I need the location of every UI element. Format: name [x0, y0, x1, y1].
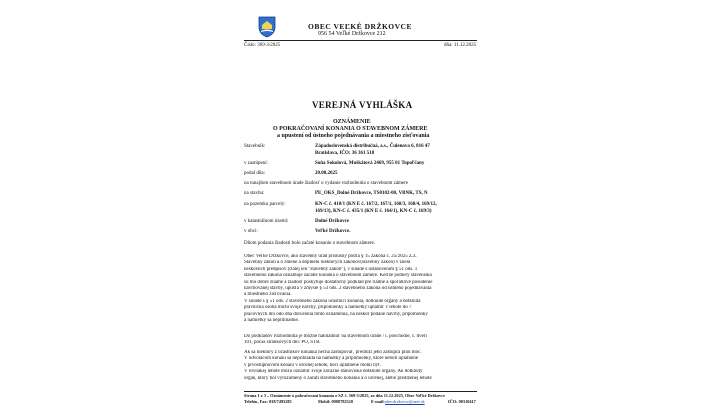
paragraph-inspection: [244, 334, 477, 347]
paragraph-line: sú mu dobre známe a žiadosť poskytuje dostatočný podklad pre riadne a spoľahlivé posúdenie: [244, 279, 433, 285]
footer-ico: IČO: 00310417: [448, 399, 476, 404]
builder-label: Stavebník:: [244, 144, 266, 149]
parcels-label: na pozemku parcely:: [244, 202, 286, 207]
header-divider: [244, 40, 477, 41]
page-title: VEREJNÁ VYHLÁŠKA: [312, 100, 413, 110]
paragraph-line: a námietky sa neprihliadne.: [244, 318, 299, 324]
paragraph-line: právnická osoba môžu svoje návrhy, pripomienky a námietky uplatniť v lehote do 7: [244, 305, 412, 311]
municipality-label: v obci:: [244, 229, 258, 234]
paragraph-line: Ak sa niektorý z účastníkov konania nechá zastupovať, predloží jeho zástupca plnú moc.: [244, 350, 422, 355]
footer-phone: Telefón, Fax: 038/7495285: [244, 399, 292, 404]
coat-of-arms-icon: [258, 16, 276, 38]
footer-page-info: Strana 1 z 3 – Oznámenie o pokračovaní konania o SZ č. 369-3/2025, zo dňa 11.12.2025, Obec Veľké Držkovce: [244, 393, 445, 398]
paragraph-line: pracovných dní odo dňa doručenia tohto oznámenia, na neskôr podané návrhy, pripomienky: [244, 311, 428, 317]
paragraph-line: v prvostupňovom konaní v určenej lehote, hoci uplatnené mohli byť.: [244, 362, 382, 368]
paragraph-line: Do podkladov rozhodnutia je možné nahliadnuť na stavebnom úrade / i. poschodie, č. dverí: [244, 334, 427, 339]
municipality-value: Veľké Držkovce.: [315, 229, 351, 234]
office-request-text: na tunajšom stavebnom úrade žiadosť o vydanie rozhodnutia o stavebnom zámere: [244, 181, 409, 186]
paragraph-line: orgán, ktorý bol vyrozumený o začatí stavebného konania a o určenej, alebo predĺženej lehote: [244, 375, 432, 381]
paragraph-line: stavebného zákona oznamuje začatie konania o stavebnom zámere. Keďže pomery staveniska: [244, 273, 432, 279]
reference-number: Číslo: 369-3/2025: [244, 43, 281, 48]
parcels-value-line2: 169/13), KN-C č. 435/1 (KN E č. 164/1), KN-C č. 169/3): [315, 209, 432, 214]
municipality-address: 956 54 Veľké Držkovce 212: [318, 31, 386, 37]
paragraph-line: Stavebný zákon a o zmene a doplnení niektorých zákonov(stavebný zákon) v znení: [244, 260, 411, 266]
paragraph-line: V súlade s § 51 ods. 2 stavebného zákona účastníci konania, dotknuté orgány a dotknutá: [244, 298, 421, 304]
paragraph-line: 101, počas stránkových dní: PO, STR.: [244, 340, 321, 346]
paragraph-line: V rovnakej lehote môžu oznámiť svoje záväzné stanoviská dotknuté orgány. Ak dotknutý: [244, 369, 423, 375]
footer-email-label: E-mail:: [371, 399, 385, 404]
paragraph-line: neskorších predpisov (ďalej len "stavebný zákon"), v súlade s ustanovením § 51 ods. 1: [244, 266, 418, 272]
paragraph-line: V odvolacom konaní sa neprihliada na námietky a pripomienky, ktoré neboli uplatnené: [244, 356, 418, 362]
notice-heading: OZNÁMENIE: [333, 119, 371, 125]
paragraph-announcement: [244, 254, 477, 324]
footer-email-link[interactable]: obecdrzkovce@azet.sk: [385, 399, 425, 404]
representative-value: Soňa Sokolová, Muškátová 2469, 955 01 Topoľčany: [315, 161, 425, 166]
submitted-label: podal dňa:: [244, 171, 265, 176]
representative-label: v zastúpení:: [244, 161, 269, 166]
parcels-value-line1: KN-C č. 410/1 (KN E č. 167/2, 167/1, 168/3, 168/4, 169/12,: [315, 202, 437, 207]
paragraph-line: navrhovanej stavby, upúšťa v zmysle § 53 ods. 2 stavebného zákona od ústneho pojednávania: [244, 286, 432, 292]
cadastre-value: Dolné Držkovce: [315, 219, 350, 224]
document-date: dňa: 11.12.2025: [444, 43, 477, 48]
footer-mobile: Mobil: 0908782520: [318, 399, 353, 404]
paragraph-representation: [244, 350, 477, 382]
construction-value: PE_OKS_Dolné Držkovce, TS0102-00, VBNK, TS, N: [315, 191, 428, 196]
municipality-name: OBEC VEĽKÉ DRŽKOVCE: [308, 22, 412, 31]
paragraph-line: a miestneho zisťovania.: [244, 292, 292, 298]
cadastre-label: v katastrálnom území:: [244, 219, 289, 224]
footer-divider: [244, 391, 477, 392]
submitted-value: 20.08.2025: [315, 171, 338, 176]
paragraph-line: Obec Veľké Držkovce, ako stavebný úrad príslušný podľa § 15 zákona č. 25/2025 Z.z.: [244, 254, 417, 259]
construction-label: na stavbu:: [244, 191, 265, 196]
proceedings-started-text: Dňom podania žiadosti bolo začaté konanie o stavebnom zámere.: [244, 241, 375, 246]
notice-subheading-2: a upustení od ústneho pojednávania a miestneho zisťovania: [277, 133, 430, 139]
builder-value-line1: Západoslovenská distribučná, a.s., Čulenova 6, 816 47: [315, 144, 430, 149]
builder-value-line2: Bratislava, IČO: 36 361 518: [315, 151, 375, 156]
notice-subheading: O POKRAČOVANÍ KONANIA O STAVEBNOM ZÁMERE: [273, 126, 428, 132]
